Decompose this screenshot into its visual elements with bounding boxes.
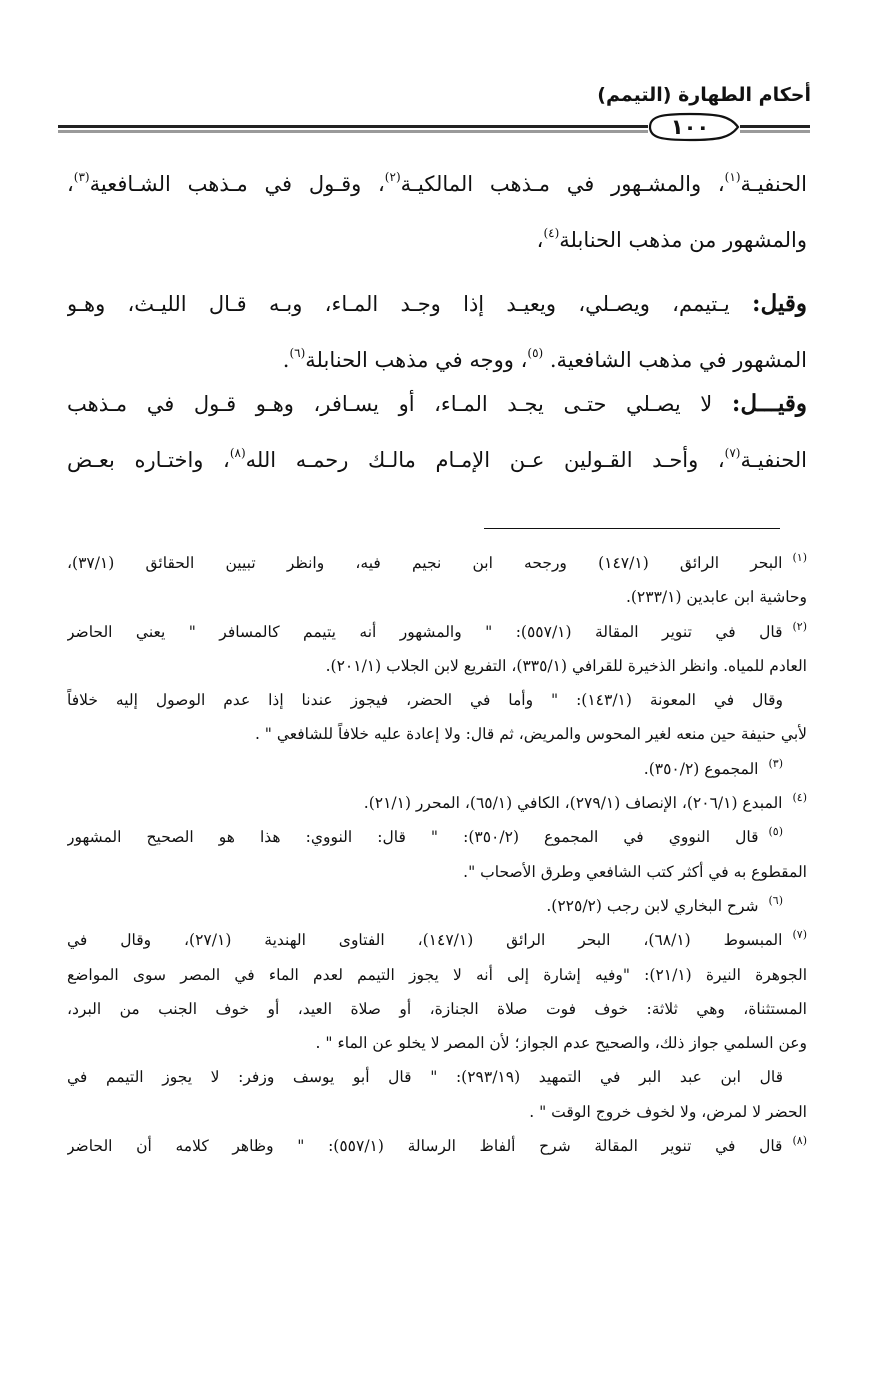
footnote-number: (٦) (768, 893, 783, 907)
footnote-number: (٤) (792, 791, 807, 805)
text-run: يـتيمم، ويصـلي، ويعيـد إذا وجـد المـاء، وبـه قـال الليـث، وهـو (67, 292, 753, 316)
footnote-line (67, 786, 807, 820)
paragraph-line (67, 432, 807, 488)
footnote-text: وعن السلمي جواز ذلك، والصحيح عدم الجواز؛ لأن المصر لا يخلو عن الماء " . (315, 1034, 807, 1053)
text-run: والمشهور من مذهب الحنابلة (559, 228, 807, 252)
opinion-keyword: وقيـــل: (731, 390, 807, 417)
footnote-ref[interactable]: (٧) (724, 446, 741, 460)
footnote-ref[interactable]: (٢) (384, 170, 401, 184)
paragraph-line (67, 376, 807, 432)
footnote-line (67, 683, 807, 717)
text-run: ، (67, 172, 74, 196)
footnote-ref[interactable]: (٦) (289, 346, 306, 360)
text-run: ، واختـاره بعـض (67, 448, 230, 472)
footnote-separator (484, 528, 780, 529)
footnote-ref[interactable]: (٣) (73, 170, 90, 184)
footnote-line (67, 649, 807, 683)
footnote-text: المبسوط (٦٨/١)، البحر الرائق (١٤٧/١)، الفتاوى الهندية (٢٧/١)، وقال في (67, 931, 783, 950)
footnote-line (67, 889, 807, 923)
footnote-line (67, 546, 807, 580)
paragraph-3 (67, 376, 807, 488)
footnote-text: الجوهرة النيرة (٢١/١): "وفيه إشارة إلى أنه لا يجوز التيمم لعدم الماء في المصر سوى المواضع (67, 965, 807, 984)
footnote-number: (٢) (792, 619, 807, 633)
footnote-text: قال في تنوير المقالة (٥٥٧/١): " والمشهور أنه يتيمم كالمسافر " يعني الحاضر (67, 622, 783, 641)
footnote-number: (٣) (768, 756, 783, 770)
footnote-number: (٧) (792, 928, 807, 942)
text-run: الحنفيـة (740, 448, 807, 472)
paragraph-line (67, 276, 807, 332)
footnote-text: البحر الرائق (١٤٧/١) ورجحه ابن نجيم فيه، وانظر تبيين الحقائق (٣٧/١)، (67, 554, 783, 572)
text-run: ، والمشـهور في مـذهب المالكيـة (400, 172, 725, 196)
footnote-ref[interactable]: (٨) (229, 446, 246, 460)
footnote-line (67, 1129, 807, 1163)
footnote-line (67, 615, 807, 649)
footnote-text: لأبي حنيفة حين منعه لغير المحوس والمريض، ثم قال: ولا إعادة عليه خلافاً للشافعي " . (254, 725, 807, 744)
footnote-text: قال في تنوير المقالة شرح ألفاظ الرسالة (٥٥٧/١): " وظاهر كلامه أن الحاضر (67, 1137, 783, 1156)
opinion-keyword: وقيل: (752, 290, 807, 317)
text-run: ، ووجه في مذهب الحنابلة (305, 348, 528, 372)
text-run: . (282, 348, 290, 372)
footnote-number: (٥) (768, 825, 784, 839)
text-run: ، وقـول في مـذهب الشـافعية (89, 172, 385, 196)
footnote-text: المجموع (٣٥٠/٢). (643, 759, 759, 778)
footnote-line (67, 992, 807, 1026)
footnote-line (67, 580, 807, 614)
footnote-number: (١) (792, 551, 807, 564)
footnote-ref[interactable]: (١) (724, 170, 741, 184)
footnote-text: وقال في المعونة (١٤٣/١): " وأما في الحضر، فيجوز عندنا إذا عدم الوصول إليه خلافاً (67, 691, 783, 710)
paragraph-line (67, 212, 807, 268)
footnote-line (67, 1095, 807, 1129)
footnote-text: قال ابن عبد البر في التمهيد (٢٩٣/١٩): " قال أبو يوسف وزفر: لا يجوز التيمم في (67, 1068, 783, 1087)
footnote-line (67, 855, 807, 889)
paragraph-1 (67, 156, 807, 268)
text-run: ، (536, 228, 544, 252)
footnote-text: المبدع (٢٠٦/١)، الإنصاف (٢٧٩/١)، الكافي (٦٥/١)، المحرر (٢١/١). (363, 794, 783, 813)
footnote-line (67, 958, 807, 992)
footnote-text: العادم للمياه. وانظر الذخيرة للقرافي (٣٣٥/١)، التفريع لابن الجلاب (٢٠١/١). (325, 656, 807, 675)
text-run: الحنفيـة (740, 172, 807, 196)
footnotes (67, 546, 807, 1163)
footnote-text: قال النووي في المجموع (٣٥٠/٢): " قال: النووي: هذا هو الصحيح المشهور (67, 828, 759, 847)
footnote-line (67, 1026, 807, 1060)
footnote-text: شرح البخاري لابن رجب (٢٢٥/٢). (546, 896, 759, 915)
page-number: ١٠٠ (670, 115, 710, 139)
footnote-line (67, 752, 807, 786)
footnote-line (67, 820, 807, 854)
paragraph-line (67, 156, 807, 212)
running-header-title: أحكام الطهارة (التيمم) (597, 84, 811, 106)
text-run: ، وأحـد القـولين عـن الإمـام مالـك رحمـه الله (245, 448, 725, 472)
footnote-text: المستثناة، وهي ثلاثة: خوف فوت صلاة الجنازة، أو صلاة العيد، أو خوف الجنب من البرد، (67, 999, 807, 1018)
footnote-text: الحضر لا لمرض، ولا لخوف خروج الوقت " . (529, 1102, 807, 1121)
text-run: المشهور في مذهب الشافعية. (543, 348, 807, 372)
footnote-line (67, 923, 807, 957)
footnote-line (67, 1060, 807, 1094)
footnote-text: المقطوع به في أكثر كتب الشافعي وطرق الأصحاب ". (463, 862, 807, 881)
footnote-number: (٨) (792, 1134, 807, 1148)
paragraph-2 (67, 276, 807, 388)
footnote-text: وحاشية ابن عابدين (٢٣٣/١). (625, 588, 807, 607)
footnote-ref[interactable]: (٤) (543, 226, 560, 240)
footnote-ref[interactable]: (٥) (527, 346, 544, 360)
text-run: لا يصـلي حتـى يجـد المـاء، أو يسـافر، وهـو قـول في مـذهب (67, 392, 732, 416)
footnote-line (67, 717, 807, 751)
